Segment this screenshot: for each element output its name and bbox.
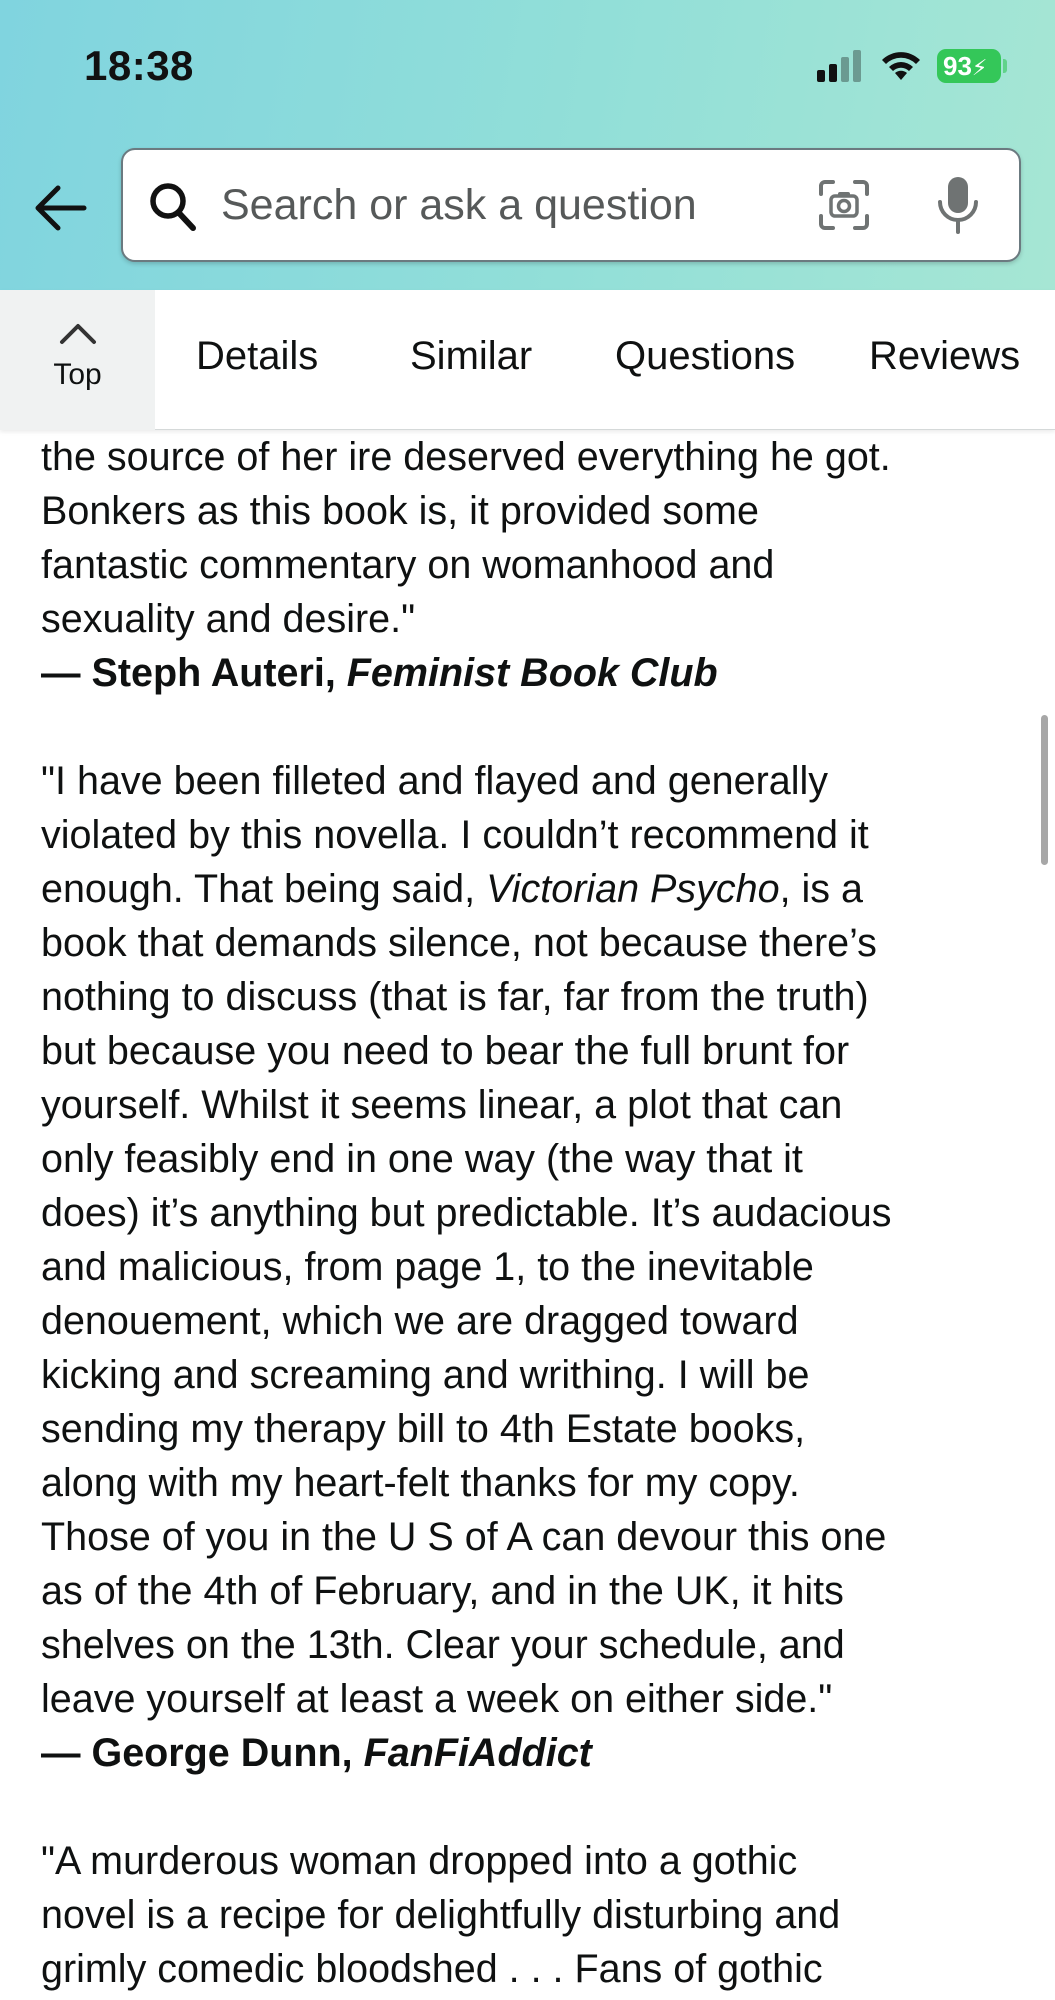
review-partial-next bbox=[41, 1834, 1021, 1996]
review-line: shelves on the 13th. Clear your schedule, and bbox=[41, 1623, 845, 1667]
tab-top-label: Top bbox=[53, 358, 102, 391]
search-input[interactable] bbox=[221, 172, 741, 238]
review-line: book that demands silence, not because there’s bbox=[41, 921, 877, 965]
status-time: 18:38 bbox=[84, 42, 194, 89]
tab-similar[interactable]: Similar bbox=[410, 334, 533, 378]
battery-level: 93 bbox=[943, 51, 972, 81]
review-line: but because you need to bear the full brunt for bbox=[41, 1029, 850, 1073]
review-line: "A murderous woman dropped into a gothic bbox=[41, 1839, 798, 1883]
review-attribution bbox=[41, 646, 1021, 700]
review-text-segment: enough. That being said, bbox=[41, 867, 487, 911]
review-source: Feminist Book Club bbox=[346, 651, 718, 695]
review-line: along with my heart-felt thanks for my copy. bbox=[41, 1461, 800, 1505]
review-line: yourself. Whilst it seems linear, a plot that can bbox=[41, 1083, 843, 1127]
review-line: Those of you in the U S of A can devour this one bbox=[41, 1515, 887, 1559]
review-attribution bbox=[41, 1726, 1021, 1780]
review-line: kicking and screaming and writhing. I will be bbox=[41, 1353, 810, 1397]
review-text-segment: , is a bbox=[779, 867, 863, 911]
review-line: nothing to discuss (that is far, far from the truth) bbox=[41, 975, 869, 1019]
status-bar bbox=[0, 0, 1055, 130]
review-line: violated by this novella. I couldn’t recommend it bbox=[41, 813, 869, 857]
review-line: fantastic commentary on womanhood and bbox=[41, 543, 775, 587]
review-line: as of the 4th of February, and in the UK, it hits bbox=[41, 1569, 844, 1613]
chevron-up-icon bbox=[58, 320, 98, 346]
tab-reviews[interactable]: Reviews bbox=[869, 334, 1021, 378]
review-line bbox=[41, 862, 1021, 916]
scrollbar[interactable] bbox=[1041, 715, 1048, 865]
header-region bbox=[0, 0, 1055, 290]
review-line: Bonkers as this book is, it provided some bbox=[41, 489, 759, 533]
review-line: and malicious, from page 1, to the inevitable bbox=[41, 1245, 814, 1289]
book-title: Victorian Psycho bbox=[486, 867, 780, 911]
camera-scan-icon[interactable] bbox=[817, 178, 871, 232]
review-source: FanFiAddict bbox=[363, 1731, 592, 1775]
review-line: leave yourself at least a week on either side." bbox=[41, 1677, 833, 1721]
review-author: — George Dunn, bbox=[41, 1731, 364, 1775]
tab-details[interactable]: Details bbox=[196, 334, 319, 378]
review-line: denouement, which we are dragged toward bbox=[41, 1299, 799, 1343]
review-line: only feasibly end in one way (the way that it bbox=[41, 1137, 803, 1181]
review-line: sending my therapy bill to 4th Estate books, bbox=[41, 1407, 806, 1451]
signal-icon bbox=[817, 50, 863, 82]
tab-top[interactable] bbox=[0, 290, 155, 430]
editorial-reviews bbox=[41, 430, 1021, 2000]
review-line: grimly comedic bloodshed . . . Fans of gothic bbox=[41, 1947, 823, 1991]
review-line: does) it’s anything but predictable. It’s audacious bbox=[41, 1191, 892, 1235]
back-arrow-icon[interactable] bbox=[30, 178, 90, 238]
tab-questions[interactable]: Questions bbox=[615, 334, 796, 378]
review-line: the source of her ire deserved everything he got. bbox=[41, 435, 891, 479]
search-icon bbox=[149, 182, 197, 232]
search-bar[interactable] bbox=[121, 148, 1021, 262]
review-line: sexuality and desire." bbox=[41, 597, 416, 641]
microphone-icon[interactable] bbox=[935, 174, 981, 236]
review-line: novel is a recipe for delightfully disturbing and bbox=[41, 1893, 841, 1937]
review-author: — Steph Auteri, bbox=[41, 651, 347, 695]
section-tabs bbox=[0, 290, 1055, 430]
review-partial bbox=[41, 430, 1021, 700]
battery-charging-icon: 93⚡ bbox=[937, 49, 1001, 83]
review-george-dunn bbox=[41, 754, 1021, 1780]
battery-tip bbox=[1003, 59, 1007, 73]
review-line: "I have been filleted and flayed and generally bbox=[41, 759, 829, 803]
wifi-icon bbox=[880, 48, 922, 82]
